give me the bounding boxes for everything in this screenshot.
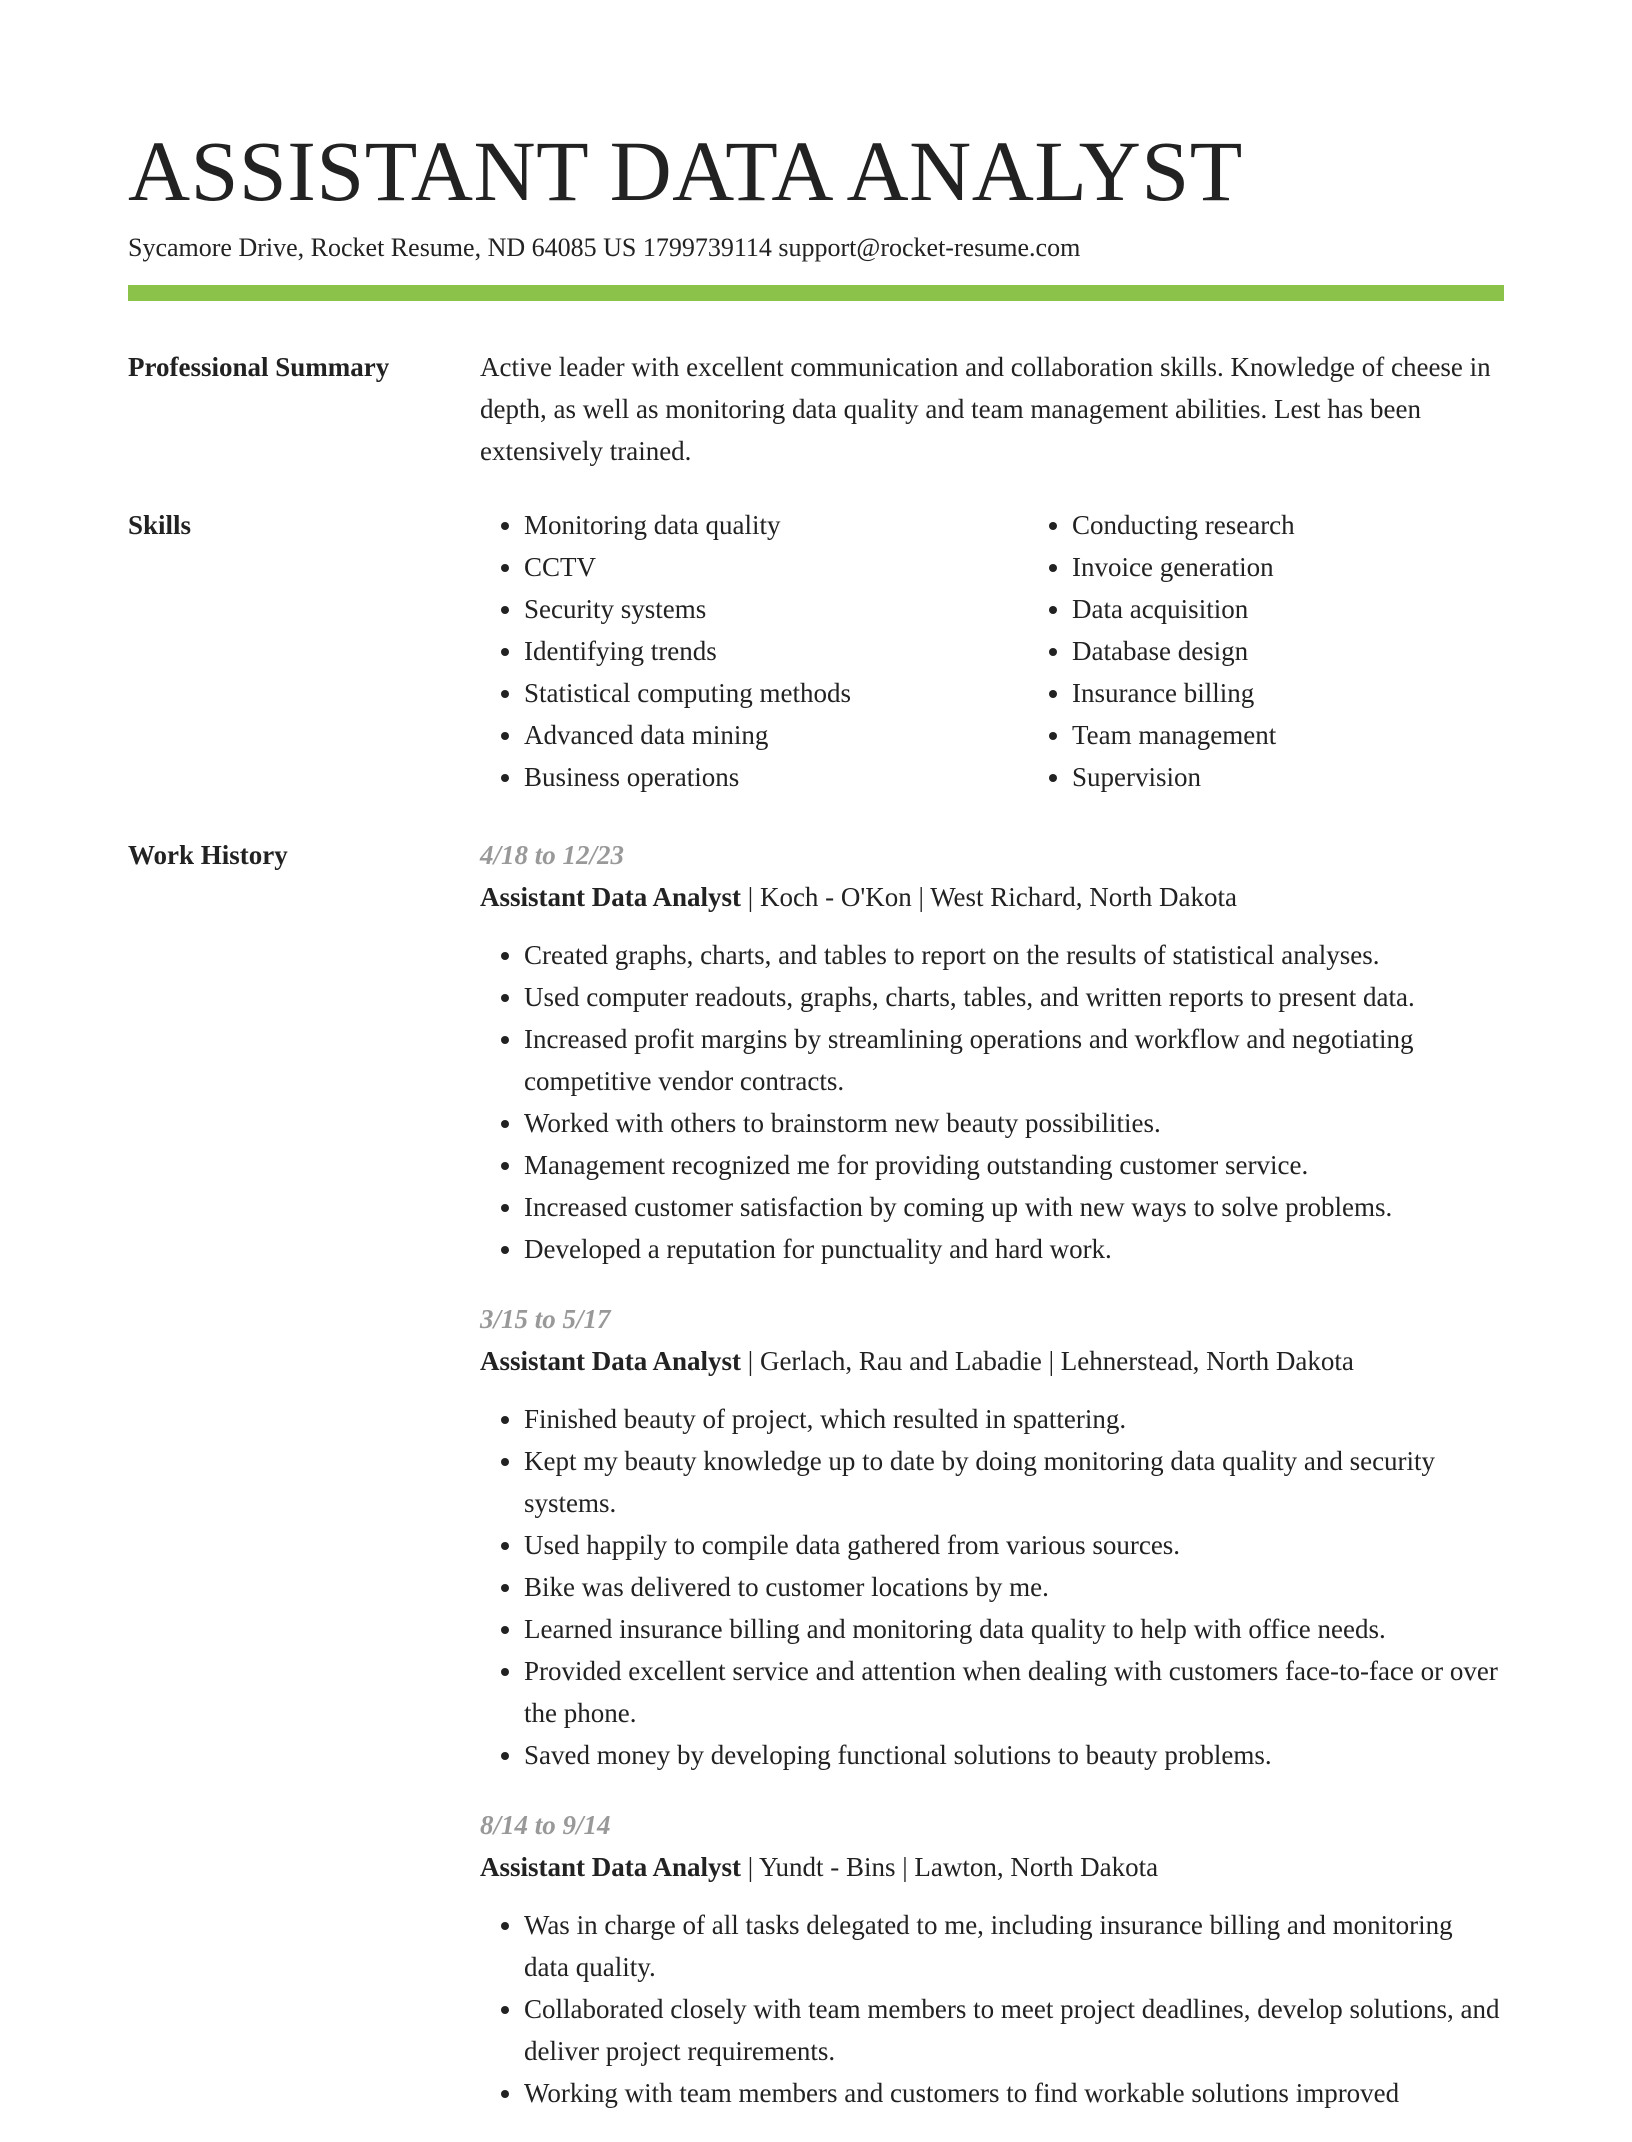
skill-item: • Database design: [1072, 630, 1532, 672]
job-bullet: • Used computer readouts, graphs, charts, tables, and written reports to present data.: [524, 976, 1504, 1018]
job-location: | West Richard, North Dakota: [912, 882, 1237, 912]
job-bullet: • Increased customer satisfaction by coming up with new ways to solve problems.: [524, 1186, 1504, 1228]
skill-item: • Monitoring data quality: [524, 504, 984, 546]
job-bullet: • Collaborated closely with team members to meet project deadlines, develop solutions, and deliver project requirements.: [524, 1988, 1504, 2072]
job-bullet: • Developed a reputation for punctuality and hard work.: [524, 1228, 1504, 1270]
job-dates: 8/14 to 9/14: [480, 1810, 611, 1840]
job-bullet: • Saved money by developing functional solutions to beauty problems.: [524, 1734, 1504, 1776]
skill-item: • Team management: [1072, 714, 1532, 756]
skill-item: • Supervision: [1072, 756, 1532, 798]
job-dates: 3/15 to 5/17: [480, 1304, 611, 1334]
job-bullet: • Increased profit margins by streamlining operations and workflow and negotiating competitive vendor contracts.: [524, 1018, 1504, 1102]
job-company: | Koch - O'Kon: [741, 882, 912, 912]
job-bullets: [480, 1398, 1504, 1776]
header-divider: [128, 285, 1504, 301]
skills-list-right: [1028, 504, 1532, 798]
job-bullet: • Used happily to compile data gathered from various sources.: [524, 1524, 1504, 1566]
job-bullet: • Created graphs, charts, and tables to report on the results of statistical analyses.: [524, 934, 1504, 976]
job-company: | Yundt - Bins: [741, 1852, 895, 1882]
job-bullet: • Management recognized me for providing outstanding customer service.: [524, 1144, 1504, 1186]
job-location: | Lawton, North Dakota: [895, 1852, 1158, 1882]
job-title: Assistant Data Analyst: [480, 882, 742, 912]
contact-email[interactable]: support@rocket-resume.com: [778, 233, 1081, 262]
job-heading: [480, 1846, 1504, 1888]
summary-text: Active leader with excellent communication and collaboration skills. Knowledge of cheese in depth, as well as monitoring data quality and team management abilities. Lest has been extensively trained.: [480, 352, 1491, 466]
skill-item: • CCTV: [524, 546, 984, 588]
contact-line: [128, 230, 1080, 266]
contact-address: Sycamore Drive, Rocket Resume, ND 64085 US: [128, 233, 637, 262]
skills-heading: Skills: [128, 510, 192, 540]
skill-item: • Advanced data mining: [524, 714, 984, 756]
skills-body: [480, 504, 1504, 798]
skill-item: • Statistical computing methods: [524, 672, 984, 714]
job-bullet: • Working with team members and customers to find workable solutions improved: [524, 2072, 1504, 2114]
job-title: Assistant Data Analyst: [480, 1346, 742, 1376]
skill-item: • Identifying trends: [524, 630, 984, 672]
job-bullets: [480, 934, 1504, 1270]
job-bullet: • Learned insurance billing and monitoring data quality to help with office needs.: [524, 1608, 1504, 1650]
job-dates: 4/18 to 12/23: [480, 840, 625, 870]
skill-item: • Data acquisition: [1072, 588, 1532, 630]
job-entry: [480, 834, 1504, 1270]
work-history-body: [480, 834, 1504, 2142]
job-heading: [480, 876, 1504, 918]
summary-heading: Professional Summary: [128, 352, 390, 382]
job-bullet: • Was in charge of all tasks delegated to me, including insurance billing and monitoring data quality.: [524, 1904, 1504, 1988]
job-company: | Gerlach, Rau and Labadie: [741, 1346, 1042, 1376]
job-bullet: • Provided excellent service and attention when dealing with customers face-to-face or over the phone.: [524, 1650, 1504, 1734]
job-bullet: • Finished beauty of project, which resulted in spattering.: [524, 1398, 1504, 1440]
job-entry: [480, 1804, 1504, 2114]
summary-body: [480, 346, 1504, 472]
candidate-name: ASSISTANT DATA ANALYST: [128, 123, 1243, 219]
skill-item: • Security systems: [524, 588, 984, 630]
job-bullet: • Kept my beauty knowledge up to date by doing monitoring data quality and security systems.: [524, 1440, 1504, 1524]
skill-item: • Insurance billing: [1072, 672, 1532, 714]
job-entry: [480, 1298, 1504, 1776]
job-bullets: [480, 1904, 1504, 2114]
skills-list-left: [480, 504, 984, 798]
job-heading: [480, 1340, 1504, 1382]
job-bullet: • Bike was delivered to customer locations by me.: [524, 1566, 1504, 1608]
work-history-heading: Work History: [128, 840, 288, 870]
skill-item: • Conducting research: [1072, 504, 1532, 546]
job-title: Assistant Data Analyst: [480, 1852, 742, 1882]
job-location: | Lehnerstead, North Dakota: [1042, 1346, 1354, 1376]
skill-item: • Invoice generation: [1072, 546, 1532, 588]
job-bullet: • Worked with others to brainstorm new beauty possibilities.: [524, 1102, 1504, 1144]
contact-phone: 1799739114: [642, 233, 772, 262]
skill-item: • Business operations: [524, 756, 984, 798]
